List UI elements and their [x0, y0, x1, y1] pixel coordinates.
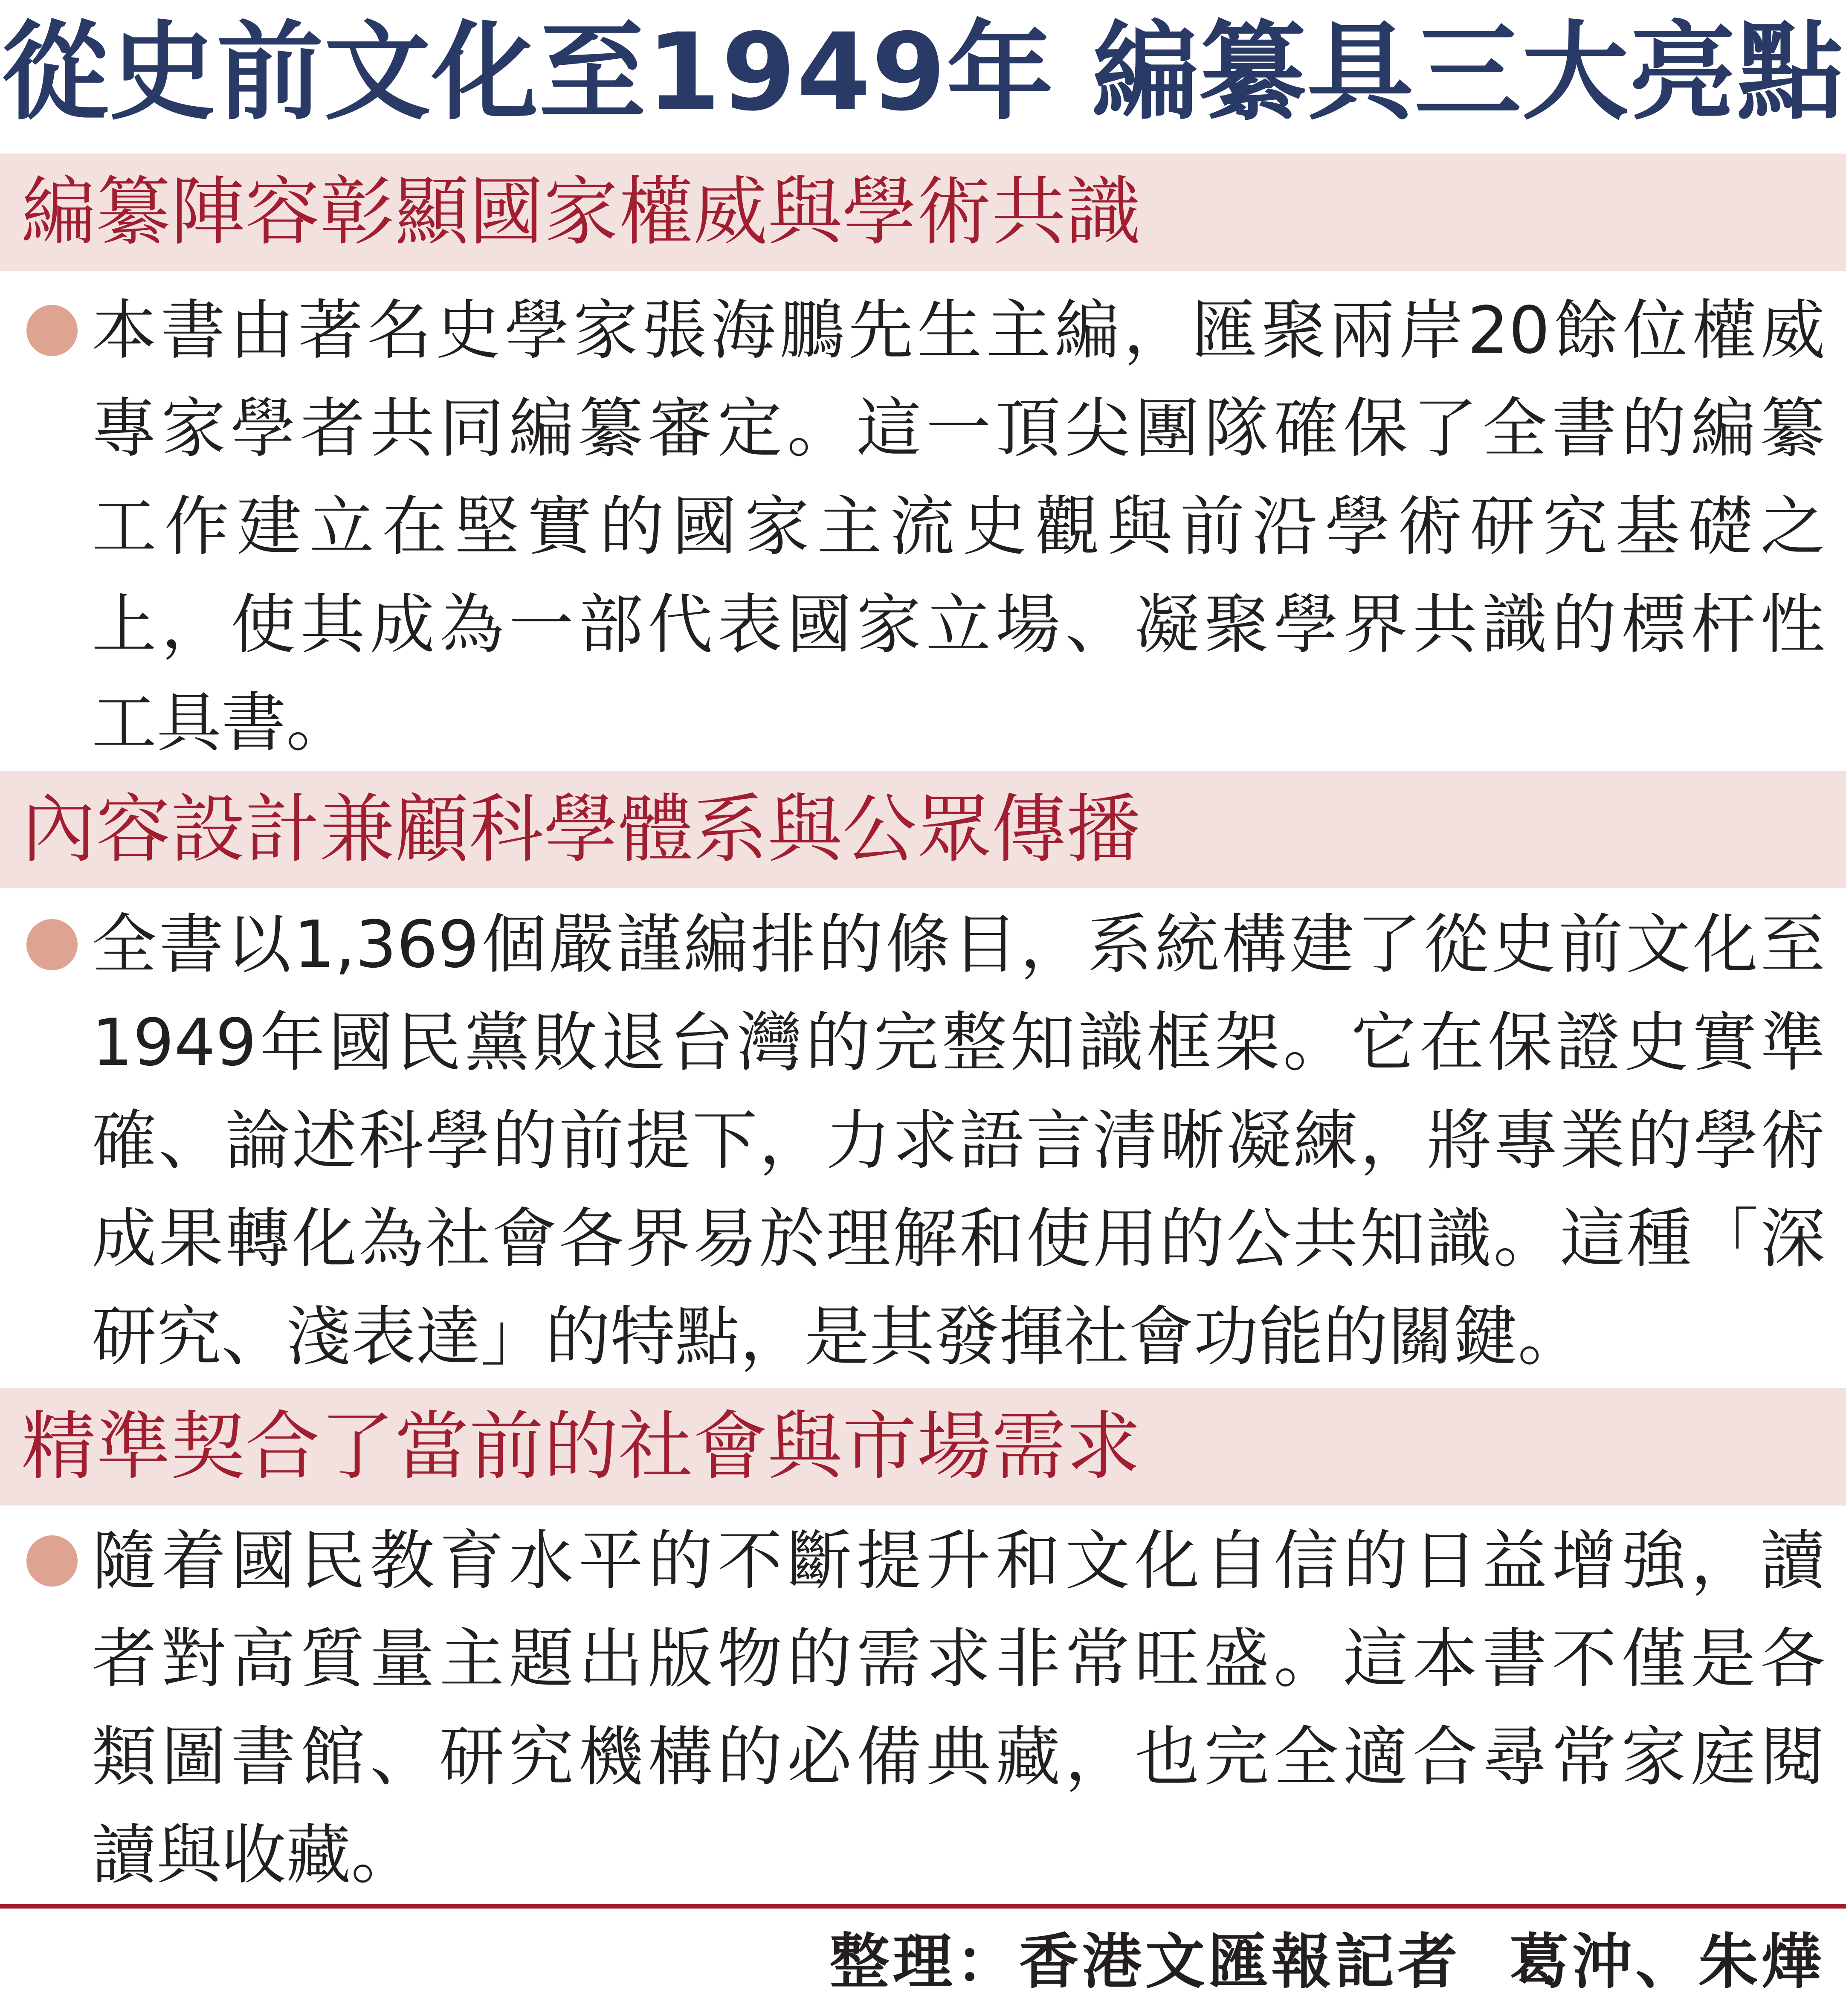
bullet-dot-icon [26, 1535, 78, 1587]
paragraph-line: 工作建立在堅實的國家主流史觀與前沿學術研究基礎之 [92, 489, 1825, 564]
paragraph-line: 者對高質量主題出版物的需求非常旺盛。這本書不僅是各 [92, 1621, 1825, 1697]
paragraph-line: 類圖書館、研究機構的必備典藏，也完全適合尋常家庭閱 [92, 1719, 1825, 1795]
paragraph-line: 工具書。 [92, 685, 351, 760]
paragraph-line: 專家學者共同編纂審定。這一頂尖團隊確保了全書的編纂 [92, 391, 1825, 466]
paragraph-line: 1949年國民黨敗退台灣的完整知識框架。它在保證史實準 [92, 1005, 1825, 1080]
paragraph-line: 確、論述科學的前提下，力求語言清晰凝練，將專業的學術 [92, 1103, 1825, 1178]
bullet-dot-icon [26, 919, 78, 970]
page-title: 從史前文化至1949年 編纂具三大亮點 [2, 10, 1844, 134]
paragraph-3 [92, 1512, 1825, 1904]
paragraph-line: 成果轉化為社會各界易於理解和使用的公共知識。這種「深 [92, 1201, 1825, 1276]
paragraph-line: 讀與收藏。 [92, 1817, 416, 1893]
paragraph-line: 上，使其成為一部代表國家立場、凝聚學界共識的標杆性 [92, 587, 1825, 662]
paragraph-1 [92, 281, 1825, 772]
section-heading-band-3 [0, 1388, 1846, 1505]
reporter-credit: 整理：香港文匯報記者 葛沖、朱燁 [829, 1927, 1825, 1997]
paragraph-line: 研究、淺表達」的特點，是其發揮社會功能的關鍵。 [92, 1299, 1582, 1375]
section-heading-1: 編纂陣容彰顯國家權威與學術共識 [21, 169, 1141, 255]
section-heading-band-1 [0, 154, 1846, 271]
footer-divider [0, 1904, 1846, 1909]
paragraph-line: 本書由著名史學家張海鵬先生主編，匯聚兩岸20餘位權威 [92, 293, 1825, 368]
paragraph-2 [92, 896, 1825, 1386]
paragraph-line: 隨着國民教育水平的不斷提升和文化自信的日益增強，讀 [92, 1523, 1825, 1598]
section-heading-band-2 [0, 771, 1846, 888]
bullet-dot-icon [26, 305, 78, 356]
paragraph-line: 全書以1,369個嚴謹編排的條目，系統構建了從史前文化至 [92, 907, 1825, 982]
section-heading-2: 內容設計兼顧科學體系與公眾傳播 [21, 786, 1141, 873]
section-heading-3: 精準契合了當前的社會與市場需求 [21, 1404, 1141, 1490]
